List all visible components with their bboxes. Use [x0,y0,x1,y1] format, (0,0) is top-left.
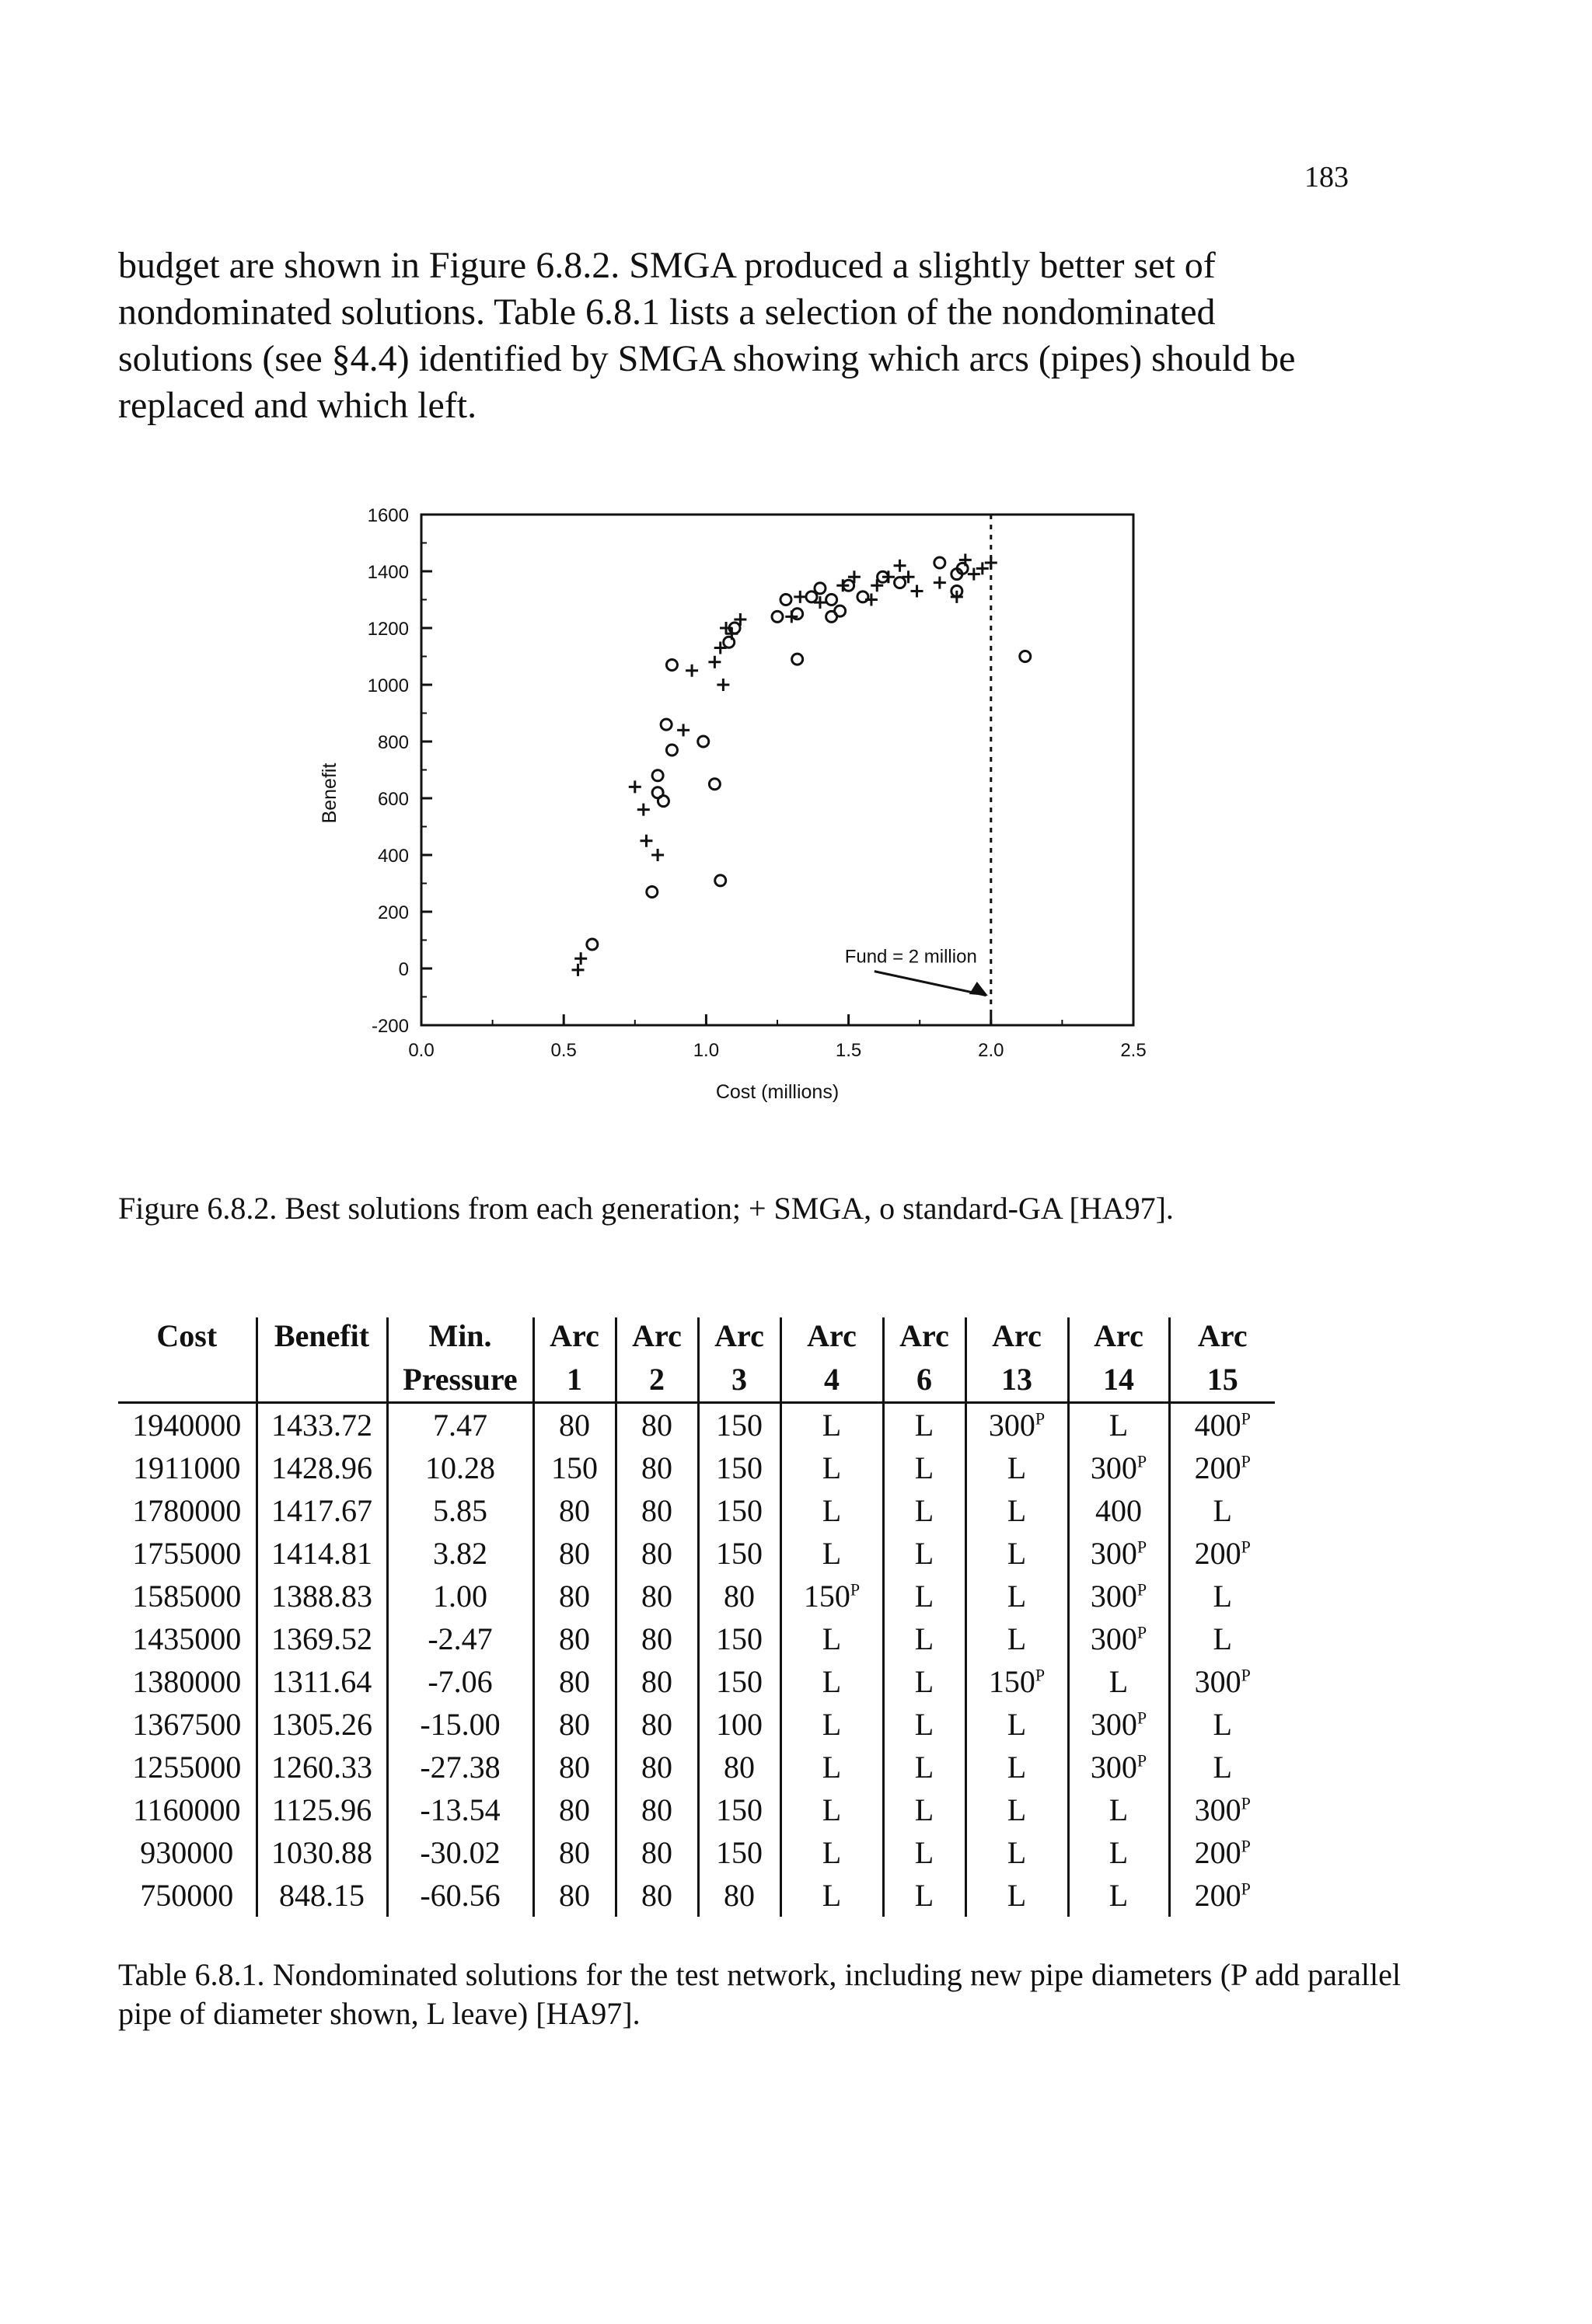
table-cell: L [883,1403,965,1447]
plot-frame [421,515,1133,1025]
paragraph-line: solutions (see §4.4) identified by SMGA showing which arcs (pipes) should be [118,338,1296,379]
table-cell: L [883,1446,965,1489]
table-cell: 1780000 [132,1493,242,1528]
column-header: Arc [616,1317,698,1361]
table-cell: 1260.33 [257,1746,387,1788]
table-cell: 80 [616,1874,698,1917]
table-cell: $300^P$ [1068,1746,1169,1788]
smga-point [651,849,664,861]
y-tick-label: 1400 [367,562,409,583]
table-cell: 1414.81 [257,1532,387,1575]
column-header-sub: 2 [616,1361,698,1403]
table-cell: 150 [533,1446,616,1489]
table-cell: 3.82 [387,1532,533,1575]
table-cell: 80 [533,1617,616,1660]
table-cell: L [883,1788,965,1831]
table-cell: $300^P$ [1169,1660,1275,1703]
table-cell: 5.85 [387,1489,533,1532]
table-cell: L [780,1446,883,1489]
column-header: Cost [156,1318,218,1353]
table-cell: L [883,1874,965,1917]
y-tick-label: 600 [377,789,409,810]
table-cell: 100 [698,1703,780,1746]
table-header-row [118,1361,1275,1403]
column-header-sub: 15 [1169,1361,1275,1403]
table-cell: L [780,1660,883,1703]
column-header-sub: 3 [698,1361,780,1403]
table-cell: L [1169,1746,1275,1788]
table-cell: $200^P$ [1169,1831,1275,1874]
table-cell: 1755000 [132,1536,242,1571]
table-cell: $300^P$ [1068,1617,1169,1660]
standard-ga-point [1020,651,1031,662]
table-cell: 150 [698,1403,780,1447]
table-cell: L [1169,1575,1275,1617]
smga-point [572,964,585,976]
table-cell: L [965,1874,1068,1917]
table-row [118,1446,1275,1489]
table-cell: 80 [698,1874,780,1917]
table-row [118,1746,1275,1788]
column-header: Arc [780,1317,883,1361]
table-cell: $400^P$ [1169,1403,1275,1447]
standard-ga-point [724,637,735,647]
x-axis-label: Cost (millions) [715,1081,840,1103]
standard-ga-point [895,578,906,588]
table-row [118,1489,1275,1532]
table-cell: L [1068,1403,1169,1447]
table-cell: $200^P$ [1169,1874,1275,1917]
table-cell: L [1068,1831,1169,1874]
table-row [118,1617,1275,1660]
standard-ga-point [835,605,846,616]
table-cell: L [780,1489,883,1532]
table-cell: 1.00 [387,1575,533,1617]
table-cell: $200^P$ [1169,1532,1275,1575]
table-cell: 80 [616,1446,698,1489]
table-cell: $200^P$ [1169,1446,1275,1489]
table-cell: 1305.26 [257,1703,387,1746]
table-cell: 150 [698,1617,780,1660]
table-cell: 80 [698,1746,780,1788]
table-cell: 80 [533,1788,616,1831]
standard-ga-point [806,591,817,602]
table-cell: L [1169,1703,1275,1746]
smga-point [677,724,690,736]
table-cell: -7.06 [387,1660,533,1703]
table-cell: 7.47 [387,1403,533,1447]
table-cell: -60.56 [387,1874,533,1917]
standard-ga-point [666,745,677,755]
y-tick-label: 400 [377,846,409,867]
y-tick-label: 1600 [367,505,409,526]
table-cell: L [780,1403,883,1447]
smga-point [968,568,980,581]
table-cell: L [780,1788,883,1831]
table-row [118,1703,1275,1746]
table-cell: L [1068,1788,1169,1831]
table-cell: 150 [698,1446,780,1489]
y-tick-label: 800 [377,732,409,753]
standard-ga-point [826,595,837,605]
table-cell: 930000 [140,1835,234,1870]
page-number: 183 [1304,161,1349,194]
table-cell: -27.38 [387,1746,533,1788]
table-cell: L [780,1532,883,1575]
standard-ga-point [666,659,677,670]
table-cell: L [883,1660,965,1703]
y-tick-label: 1000 [367,675,409,696]
table-caption [118,1956,1401,2033]
table-cell: L [965,1446,1068,1489]
table-cell: 150 [698,1831,780,1874]
table-cell: L [883,1532,965,1575]
table-cell: 150 [698,1532,780,1575]
table-cell: L [883,1746,965,1788]
column-header-sub: 1 [533,1361,616,1403]
standard-ga-point [857,591,868,602]
column-header: Benefit [257,1317,387,1361]
table-cell: 150 [698,1788,780,1831]
table-cell: 80 [533,1874,616,1917]
table-cell: 80 [533,1831,616,1874]
x-tick-label: 1.0 [693,1040,720,1061]
standard-ga-point [698,736,709,747]
x-tick-label: 2.0 [978,1040,1004,1061]
table-cell: 1428.96 [257,1446,387,1489]
table-cell: L [1169,1617,1275,1660]
table-cell: L [780,1831,883,1874]
table-cell: 80 [533,1489,616,1532]
table-cell: -13.54 [387,1788,533,1831]
smga-point [894,560,906,572]
smga-point [717,679,729,691]
table-row [118,1403,1275,1447]
table-cell: $150^P$ [780,1575,883,1617]
smga-point [911,585,923,598]
table-row [118,1831,1275,1874]
table-cell: 80 [533,1575,616,1617]
fund-annotation-arrow [875,972,986,996]
table-cell: 80 [616,1403,698,1447]
column-header: Arc [965,1317,1068,1361]
standard-ga-point [658,796,669,807]
table-cell: $300^P$ [1068,1575,1169,1617]
x-tick-label: 2.5 [1120,1040,1147,1061]
table-cell: L [965,1617,1068,1660]
table-row [118,1532,1275,1575]
smga-point [934,577,946,589]
table-cell: 80 [698,1575,780,1617]
table-cell: L [965,1788,1068,1831]
table-cell: L [780,1874,883,1917]
table-cell: 1255000 [132,1750,242,1785]
standard-ga-point [792,654,803,665]
table-cell: 1311.64 [257,1660,387,1703]
standard-ga-point [715,875,726,886]
table-cell: 1369.52 [257,1617,387,1660]
table-cell: 80 [616,1532,698,1575]
column-header: Arc [1068,1317,1169,1361]
column-header: Min. [387,1317,533,1361]
standard-ga-point [661,719,672,730]
table-cell: $300^P$ [1068,1532,1169,1575]
table-row [118,1788,1275,1831]
table-cell: L [883,1489,965,1532]
smga-point [629,780,641,793]
table-cell: -15.00 [387,1703,533,1746]
table-cell: L [780,1703,883,1746]
y-tick-label: -200 [371,1016,409,1037]
smga-point [976,562,989,574]
table-cell: 80 [616,1489,698,1532]
table-cell: 80 [616,1831,698,1874]
standard-ga-point [652,770,663,781]
y-axis-label: Benefit [319,762,340,824]
table-cell: 80 [533,1703,616,1746]
column-header-sub: 4 [780,1361,883,1403]
column-header: Arc [1169,1317,1275,1361]
table-cell: 1940000 [132,1408,242,1443]
standard-ga-point [647,886,658,897]
table-cell: 400 [1068,1489,1169,1532]
x-tick-label: 0.5 [550,1040,577,1061]
column-header-sub: 6 [883,1361,965,1403]
table-row [118,1874,1275,1917]
table-cell: 1367500 [132,1707,242,1742]
table-cell: 1417.67 [257,1489,387,1532]
standard-ga-point [587,939,598,950]
y-tick-label: 0 [398,959,409,980]
table-cell: $300^P$ [1068,1703,1169,1746]
table-cell: 80 [616,1617,698,1660]
table-cell: L [780,1746,883,1788]
table-cell: 80 [616,1788,698,1831]
table-cell: 80 [533,1746,616,1788]
results-table [118,1317,1275,1917]
table-row [118,1660,1275,1703]
y-tick-label: 1200 [367,619,409,640]
smga-point [686,665,698,677]
table-cell: L [1068,1874,1169,1917]
smga-point [640,835,652,847]
smga-point [794,591,806,603]
table-cell: 10.28 [387,1446,533,1489]
column-header-sub [257,1361,387,1403]
paragraph-line: replaced and which left. [118,385,477,426]
paragraph-line: budget are shown in Figure 6.8.2. SMGA produced a slightly better set of [118,245,1216,286]
column-header-sub: 13 [965,1361,1068,1403]
table-cell: $150^P$ [965,1660,1068,1703]
column-header: Arc [698,1317,780,1361]
table-cell: $300^P$ [965,1403,1068,1447]
table-cell: L [1169,1489,1275,1532]
table-cell: $300^P$ [1169,1788,1275,1831]
table-cell: L [965,1532,1068,1575]
table-cell: 848.15 [257,1874,387,1917]
table-cell: $300^P$ [1068,1446,1169,1489]
table-cell: L [883,1617,965,1660]
table-cell: 80 [616,1703,698,1746]
smga-point [708,656,721,668]
table-cell: 150 [698,1660,780,1703]
table-cell: L [965,1703,1068,1746]
table-cell: 1433.72 [257,1403,387,1447]
standard-ga-point [772,611,783,622]
table-cell: L [965,1575,1068,1617]
table-cell: 1388.83 [257,1575,387,1617]
table-cell: L [883,1575,965,1617]
table-cell: 1911000 [132,1450,241,1485]
table-cell: -30.02 [387,1831,533,1874]
smga-point [637,804,650,816]
standard-ga-point [709,779,720,790]
x-tick-label: 0.0 [408,1040,435,1061]
table-cell: 80 [533,1403,616,1447]
y-tick-label: 200 [377,902,409,923]
table-cell: 80 [533,1660,616,1703]
table-cell: -2.47 [387,1617,533,1660]
table-cell: L [1068,1660,1169,1703]
table-row [118,1575,1275,1617]
table-cell: 1125.96 [257,1788,387,1831]
table-cell: 80 [533,1532,616,1575]
smga-point [985,557,997,569]
column-header-sub [118,1361,257,1403]
table-cell: 1380000 [132,1664,242,1699]
column-header-sub: 14 [1068,1361,1169,1403]
table-cell: 150 [698,1489,780,1532]
table-cell: L [780,1617,883,1660]
x-tick-label: 1.5 [835,1040,862,1061]
table-cell: 80 [616,1746,698,1788]
smga-point [574,952,587,965]
table-cell: 1435000 [132,1621,242,1656]
fund-annotation-arrowhead [969,982,988,996]
table-cell: L [965,1831,1068,1874]
table-cell: L [965,1489,1068,1532]
table-cell: 750000 [140,1878,234,1913]
figure-caption: Figure 6.8.2. Best solutions from each generation; + SMGA, o standard-GA [HA97]. [118,1191,1174,1226]
table-cell: 1030.88 [257,1831,387,1874]
paragraph-line: nondominated solutions. Table 6.8.1 lists a selection of the nondominated [118,291,1216,333]
standard-ga-point [780,595,791,605]
table-cell: L [883,1703,965,1746]
fund-annotation: Fund = 2 million [844,946,977,968]
table-cell: 1160000 [132,1792,241,1827]
standard-ga-point [815,583,826,594]
table-cell: L [883,1831,965,1874]
standard-ga-point [934,557,945,568]
column-header: Arc [883,1317,965,1361]
table-cell: 1585000 [132,1579,242,1614]
table-cell: L [965,1746,1068,1788]
table-cell: 80 [616,1660,698,1703]
table-cell: 80 [616,1575,698,1617]
column-header: Arc [533,1317,616,1361]
column-header-sub: Pressure [387,1361,533,1403]
table-caption-text: Table 6.8.1. Nondominated solutions for the test network, including new pipe diameters (P add parallel pipe of diameter shown, L leave) [HA97]. [118,1957,1401,2031]
table-header-row [118,1317,1275,1361]
